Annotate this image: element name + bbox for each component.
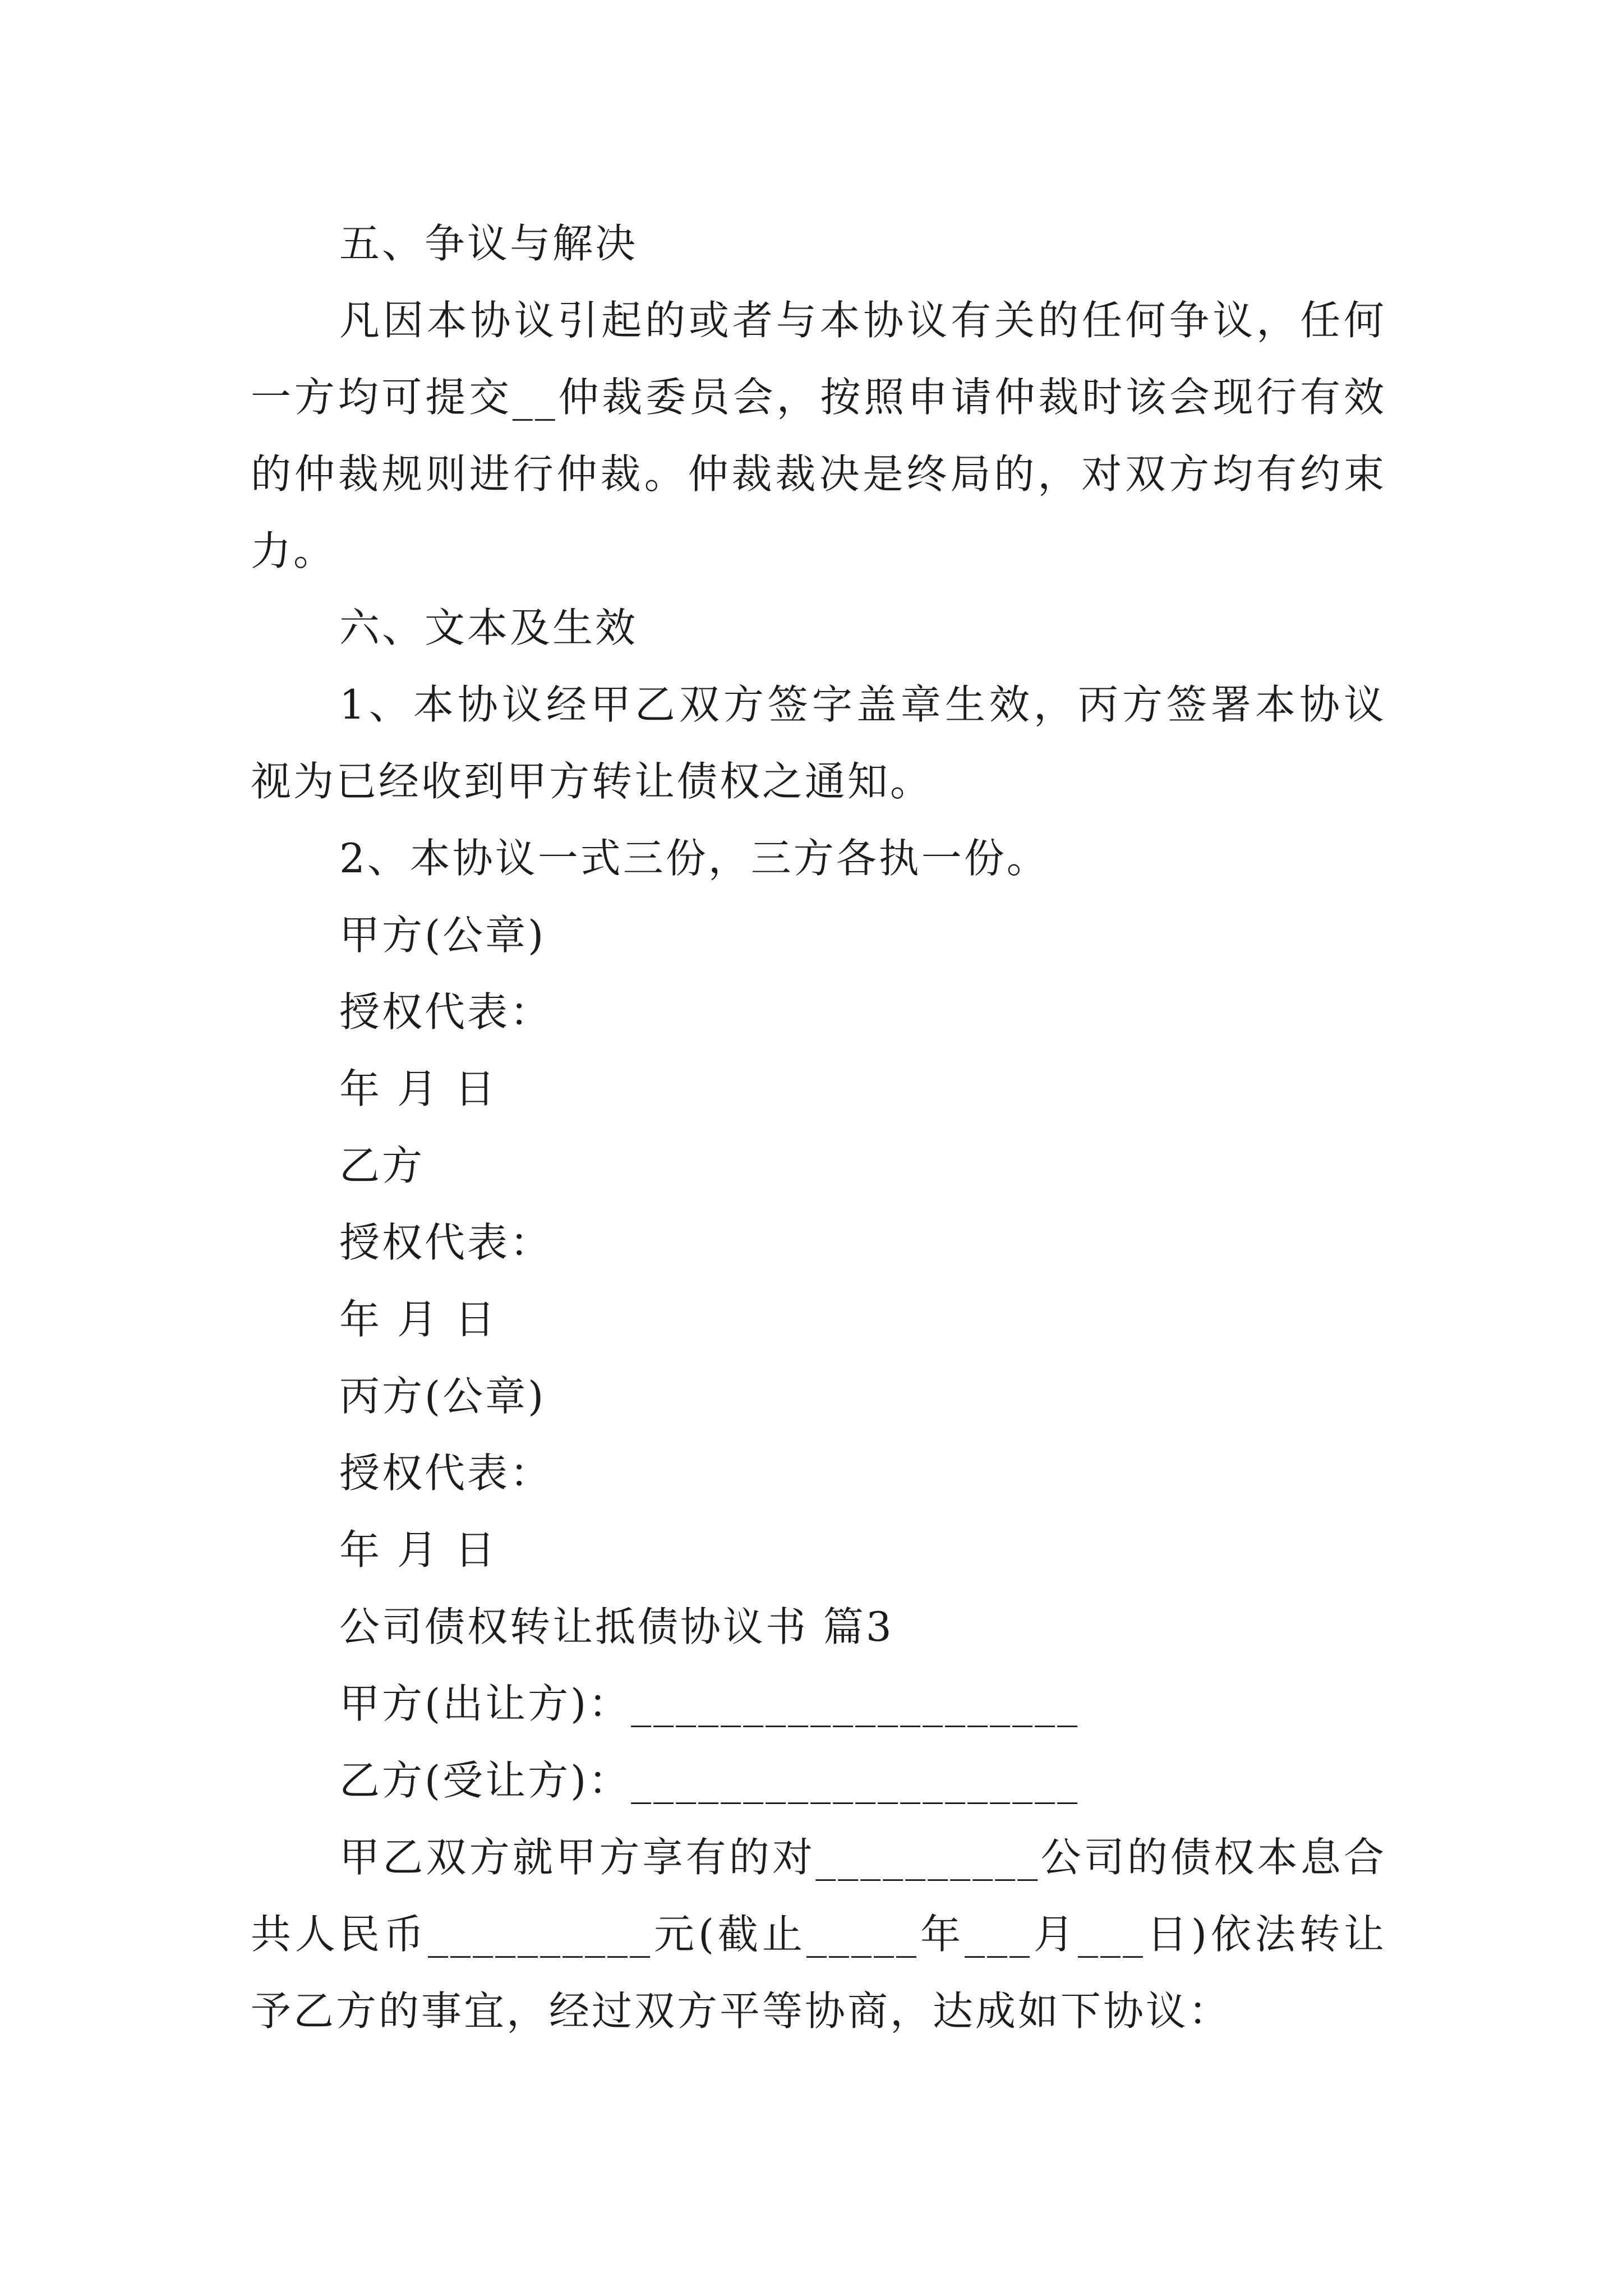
section-heading: 五、争议与解决 (339, 220, 638, 267)
effect-item-2: 2、本协议一式三份，三方各执一份。 (339, 835, 1049, 882)
section-heading: 六、文本及生效 (339, 604, 638, 651)
date-line: 年 月 日 (339, 1065, 497, 1112)
paragraph-line: 1、本协议经甲乙双方签字盖章生效，丙方签署本协议 (339, 681, 1386, 728)
date-line: 年 月 日 (339, 1296, 497, 1343)
signature-party-c (0, 1358, 1623, 1589)
agreement-title: 公司债权转让抵债协议书 篇3 (339, 1603, 894, 1650)
paragraph-line: 视为已经收到甲方转让债权之通知。 (251, 758, 933, 805)
signature-party-b (0, 1128, 1623, 1358)
party-label: 甲方(公章) (339, 912, 546, 959)
section-text-and-effect (0, 590, 1623, 897)
paragraph-line: 凡因本协议引起的或者与本协议有关的任何争议，任何 (339, 297, 1386, 344)
paragraph-line: 甲乙双方就甲方享有的对__________公司的债权本息合 (339, 1834, 1386, 1881)
section-dispute-resolution (0, 205, 1623, 590)
agreement-part-3 (0, 1589, 1623, 2050)
representative-label: 授权代表： (339, 1219, 553, 1266)
dispute-clause-paragraph (0, 282, 1623, 590)
party-label: 丙方(公章) (339, 1373, 546, 1420)
paragraph-line: 共人民币__________元(截止_____年___月___日)依法转让 (251, 1911, 1386, 1958)
representative-label: 授权代表： (339, 1450, 553, 1497)
paragraph-line: 的仲裁规则进行仲裁。仲裁裁决是终局的，对双方均有约束 (251, 450, 1386, 498)
party-label: 乙方 (339, 1142, 425, 1189)
signature-block (0, 897, 1623, 1589)
effect-item-1-paragraph (0, 666, 1623, 820)
paragraph-line: 予乙方的事宜，经过双方平等协商，达成如下协议： (251, 1987, 1232, 2035)
paragraph-line: 一方均可提交__仲裁委员会，按照申请仲裁时该会现行有效 (251, 374, 1386, 421)
signature-party-a (0, 897, 1623, 1128)
representative-label: 授权代表： (339, 988, 553, 1036)
party-a-transferor-line: 甲方(出让方)：____________________ (339, 1680, 1080, 1727)
date-line: 年 月 日 (339, 1526, 497, 1573)
agreement-intro-paragraph (0, 1819, 1623, 2050)
paragraph-line: 力。 (251, 527, 336, 574)
party-b-transferee-line: 乙方(受让方)：____________________ (339, 1757, 1080, 1804)
